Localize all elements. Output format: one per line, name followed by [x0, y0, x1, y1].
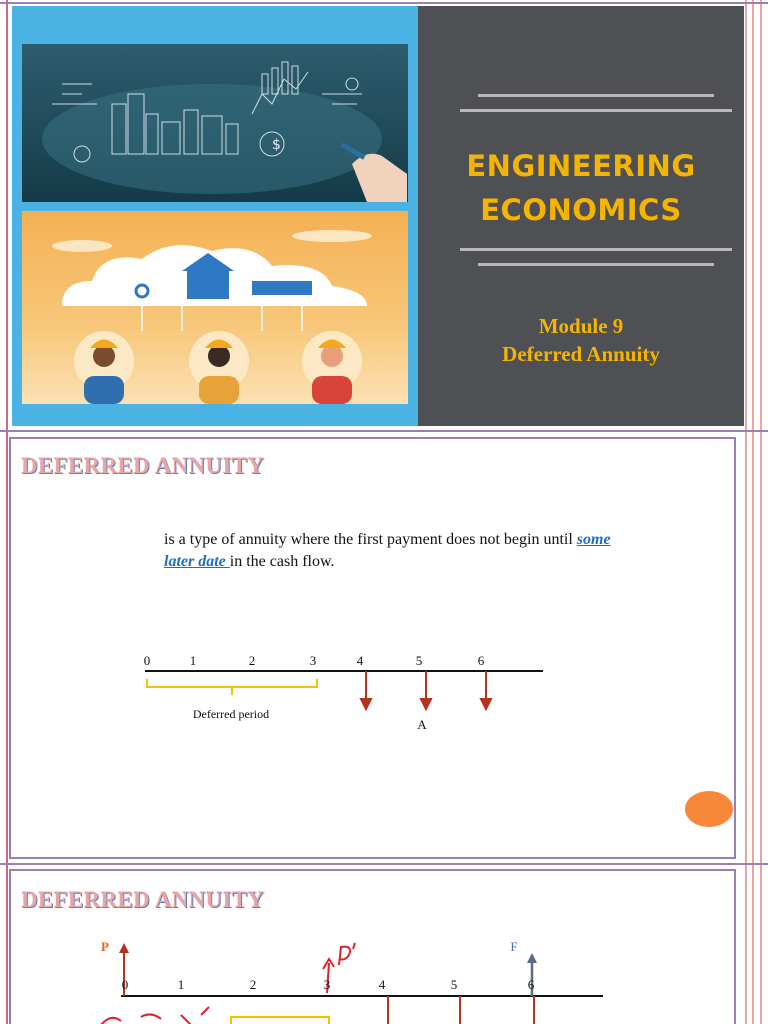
- handwritten-p-prime: [339, 943, 355, 965]
- decorative-line: [460, 248, 732, 251]
- definition-text: [164, 529, 634, 573]
- frame-line-right-3: [760, 0, 762, 1024]
- module-subtitle: [418, 312, 744, 368]
- workers-graphic: [22, 211, 408, 404]
- slide-heading: DEFERRED ANNUITY: [21, 887, 265, 912]
- frame-line-mid-1: [0, 430, 768, 432]
- cash-flow-tick-label: 3: [323, 977, 331, 992]
- cash-flow-tick-label: 5: [450, 977, 458, 992]
- course-title: [418, 144, 744, 232]
- payment-arrowhead: [481, 699, 491, 709]
- engineers-cloud-illustration: [22, 211, 408, 404]
- module-number: Module 9: [538, 314, 624, 338]
- title-slide-text-panel: [418, 6, 744, 426]
- deferred-period-label: Deferred period: [192, 707, 270, 721]
- slide-heading: DEFERRED ANNUITY: [21, 453, 265, 478]
- payment-arrowhead: [421, 699, 431, 709]
- business-sketch-illustration: [22, 44, 408, 202]
- cash-flow-tick-label: 1: [177, 977, 185, 992]
- payment-label: A: [417, 717, 427, 732]
- payment-arrowhead: [361, 699, 371, 709]
- cash-flow-tick-label: 4: [378, 977, 386, 992]
- definition-emphasis: some later date: [164, 531, 611, 570]
- deferred-period-brace: [147, 679, 317, 695]
- title-slide: [12, 6, 744, 426]
- orange-circle-marker: [685, 791, 733, 827]
- timeline-tick-label: 3: [309, 653, 317, 668]
- timeline-tick-label: 2: [248, 653, 256, 668]
- decorative-line: [460, 109, 732, 112]
- definition-pre: is a type of annuity where the first payment does not begin until: [164, 531, 577, 548]
- future-worth-label: F: [510, 939, 518, 954]
- definition-slide: [9, 437, 736, 859]
- title-slide-image-panel: [12, 6, 418, 426]
- course-title-line1: ENGINEERING: [466, 149, 696, 183]
- decorative-line: [478, 94, 714, 97]
- frame-line-left: [6, 0, 8, 1024]
- frame-line-top: [0, 2, 768, 4]
- handwritten-annotation: [91, 1007, 209, 1024]
- cash-flow-slide: [9, 869, 736, 1024]
- course-title-line2: ECONOMICS: [480, 193, 682, 227]
- timeline-tick-label: 6: [477, 653, 485, 668]
- future-worth-arrowhead: [527, 953, 537, 963]
- timeline-tick-label: 0: [143, 653, 151, 668]
- decorative-line: [478, 263, 714, 266]
- definition-post: in the cash flow.: [229, 553, 335, 570]
- cash-flow-diagram: [91, 935, 631, 1024]
- frame-line-mid-2: [0, 863, 768, 865]
- present-worth-arrowhead: [119, 943, 129, 953]
- cash-flow-tick-label: 0: [121, 977, 129, 992]
- present-worth-label: P: [101, 939, 109, 954]
- frame-line-right-2: [752, 0, 754, 1024]
- cash-flow-tick-label: 6: [527, 977, 535, 992]
- svg-text:$: $: [272, 137, 281, 153]
- frame-line-right-1: [745, 0, 747, 1024]
- timeline-tick-label: 4: [356, 653, 364, 668]
- deferred-period-brace: [231, 1017, 329, 1024]
- timeline-tick-label: 5: [415, 653, 423, 668]
- deferred-annuity-timeline: [135, 645, 555, 745]
- cash-flow-tick-label: 2: [249, 977, 257, 992]
- module-topic: Deferred Annuity: [502, 342, 660, 366]
- city-sketch-graphic: [22, 44, 408, 202]
- timeline-tick-label: 1: [189, 653, 197, 668]
